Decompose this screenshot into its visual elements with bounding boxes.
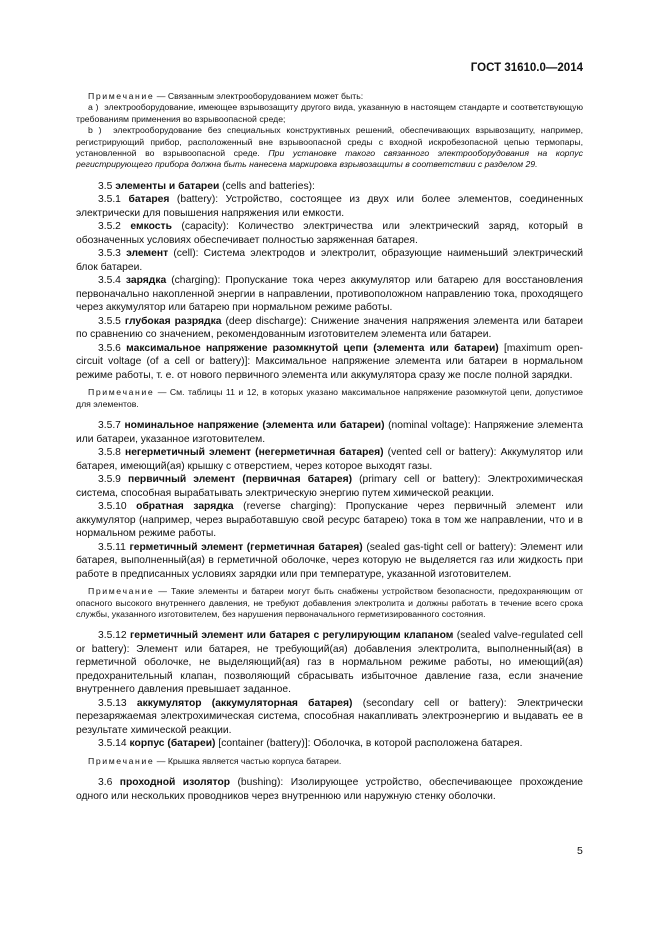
note-label: Примечание	[88, 91, 155, 101]
note-label: Примечание	[88, 586, 155, 597]
section-number: 3.5.11	[98, 541, 126, 553]
section-3-5-2	[76, 220, 583, 247]
note-text: См. таблицы 11 и 12, в которых указано максимальное напряжение разомкнутой цепи, допустимое для элементов.	[76, 387, 584, 409]
note-sealed-cells: Примечание — Такие элементы и батареи могут быть снабжены устройством безопасности, предохраняющим от опасного высокого внутреннего давления, не требуют добавления электролита и должны работать в течение всего срока службы, указанного изготовителем, без нарушения первоначального герметизированного состояния.	[76, 586, 583, 619]
item-italic-text: При установке такого связанного электрооборудования на корпус регистрирующего прибора должна быть нанесена маркировка взрывозащиты в соответствии с разделом 29.	[76, 148, 583, 170]
section-text: (primary cell or battery): Электрохимическая система, способная вырабатывать электрическую энергию путем химической реакции.	[76, 474, 583, 499]
page-number: 5	[577, 845, 583, 857]
section-term: номинальное напряжение (элемента или батареи)	[124, 420, 385, 432]
section-3-5-14	[76, 737, 583, 751]
section-3-5-13	[76, 697, 583, 738]
section-term: зарядка	[125, 275, 167, 287]
section-number: 3.5.10	[98, 501, 127, 513]
section-text: (charging): Пропускание тока через аккумулятор или батарею для восстановления первоначально накопленной энергии в направлении, противоположном направлению тока, проходящего через аккумулятор или батарею при нормальном режиме работы.	[76, 275, 583, 314]
note-label: Примечание	[88, 387, 155, 398]
section-3-5-9	[76, 473, 583, 500]
section-text: (cells and batteries):	[222, 180, 315, 192]
note-item-b	[76, 125, 583, 171]
item-text: электрооборудование без специальных конструктивных решений, обеспечивающих взрывозащиту, например, регистрирующий прибор, расположенный вне взрывоопасной среды с входной искробезопасной цепью термопары, установленной во взрывоопасной среде.	[76, 125, 583, 159]
section-number: 3.5.12	[98, 630, 127, 642]
section-3-5-7	[76, 419, 583, 446]
section-number: 3.5.14	[98, 738, 127, 750]
section-text: (sealed valve-regulated cell or battery): Элемент или батарея, не требующий(ая) добавления электролита, выполненный(ая) в герметичной оболочке, не выделяющий(ая) газ в нормальном режиме работы, но имеющий(ая) предохранительный клапан, позволяющий сбрасывать избыточное давление газа, если значение внутреннего давления превышает заданное.	[76, 630, 583, 696]
note-item-a	[76, 102, 583, 125]
item-text: электрооборудование, имеющее взрывозащиту другого вида, указанную в настоящем стандарте и соответствующую требованиям применения во взрывоопасной среде;	[76, 102, 584, 124]
section-term: аккумулятор (аккумуляторная батарея)	[136, 697, 353, 709]
section-number: 3.5.4	[98, 275, 121, 287]
section-3-5-8	[76, 446, 583, 473]
standard-header: ГОСТ 31610.0—2014	[470, 62, 583, 74]
section-3-5-6	[76, 342, 583, 383]
section-text: (nominal voltage): Напряжение элемента или батареи, указанное изготовителем.	[76, 420, 583, 445]
section-term: первичный элемент (первичная батарея)	[127, 474, 353, 486]
section-term: герметичный элемент (герметичная батарея)	[129, 541, 363, 553]
document-body	[76, 91, 583, 803]
section-text: (bushing): Изолирующее устройство, обеспечивающее прохождение одного или нескольких проводников через внутреннюю или наружную стенку оболочки.	[76, 777, 583, 802]
section-text: (reverse charging): Пропускание через первичный элемент или аккумулятор (например, через выработавшую свой ресурс батарею) тока в том же направлении, что и в нормальном режиме работы.	[76, 501, 583, 540]
section-term: емкость	[130, 221, 172, 233]
note-text: Крышка является частью корпуса батареи.	[167, 755, 342, 766]
section-3-5-12	[76, 629, 583, 697]
section-term: обратная зарядка	[136, 501, 234, 513]
section-text: (battery): Устройство, состоящее из двух или более элементов, соединенных электрически для повышения напряжения или емкости.	[76, 194, 583, 219]
section-term: негерметичный элемент (негерметичная батарея)	[124, 447, 384, 459]
section-3-5-3	[76, 247, 583, 274]
section-text: [container (battery)]: Оболочка, в которой расположена батарея.	[218, 738, 523, 750]
section-text: (capacity): Количество электричества или электрический заряд, который в обозначенных условиях обеспечивает полностью заряженная батарея.	[76, 221, 583, 246]
section-number: 3.5.5	[98, 315, 121, 327]
note-container-lid: Примечание — Крышка является частью корпуса батареи.	[88, 755, 342, 766]
section-number: 3.5.7	[98, 420, 121, 432]
section-term: максимальное напряжение разомкнутой цепи (элемента или батареи)	[126, 342, 499, 354]
item-marker: b )	[88, 125, 102, 136]
section-term: элементы и батареи	[115, 180, 220, 192]
section-term: батарея	[128, 194, 170, 206]
section-term: глубокая разрядка	[124, 315, 222, 327]
section-number: 3.5.6	[98, 342, 121, 354]
item-marker: а )	[88, 102, 99, 113]
section-number: 3.5.8	[98, 447, 121, 459]
section-text: (cell): Система электродов и электролит, образующие наименьший электрический блок батареи.	[76, 248, 583, 273]
section-text: (deep discharge): Снижение значения напряжения элемента или батареи по сравнению со значением, рекомендованным изготовителем элемента или батареи.	[76, 315, 583, 341]
section-3-5-11	[76, 541, 583, 582]
section-text: (secondary cell or battery): Электрически перезаряжаемая электрохимическая система, способная накапливать электроэнергию и выдавать ее в результате химической реакции.	[76, 697, 583, 736]
section-number: 3.5.1	[98, 194, 121, 206]
section-text: [maximum open-circuit voltage (of a cell or battery)]: Максимальное напряжение элемента или батареи в нормальном режиме работы, т. е. от нового первичного элемента или аккумулятора сразу же после полной зарядки.	[76, 342, 583, 381]
section-3-6	[76, 776, 583, 803]
section-number: 3.5.13	[98, 697, 127, 709]
section-text: (vented cell or battery): Аккумулятор или батарея, имеющий(ая) крышку с отверстием, через которое выходят газы.	[76, 447, 583, 472]
section-term: герметичный элемент или батарея с регулирующим клапаном	[129, 630, 454, 642]
section-number: 3.6	[98, 777, 113, 789]
note-associated-equipment: Примечание — Связанным электрооборудованием может быть:	[88, 91, 364, 101]
section-term: корпус (батареи)	[129, 738, 216, 750]
section-3-5-4	[76, 274, 583, 315]
section-3-5	[76, 180, 583, 194]
section-3-5-10	[76, 500, 583, 541]
note-label: Примечание	[88, 755, 155, 766]
section-term: элемент	[126, 248, 169, 260]
section-number: 3.5.3	[98, 248, 121, 260]
section-number: 3.5	[98, 180, 113, 192]
section-term: проходной изолятор	[119, 777, 231, 789]
section-3-5-1	[76, 193, 583, 220]
note-intro: Связанным электрооборудованием может быть:	[167, 91, 364, 101]
section-number: 3.5.9	[98, 474, 121, 486]
section-text: (sealed gas-tight cell or battery): Элемент или батарея, выполненный(ая) в герметичной оболочке, через которую не выделяется газ или жидкость при работе в предписанных условиях зарядки или при температуре, указанной изготовителем.	[76, 541, 583, 580]
section-3-5-5	[76, 315, 583, 342]
note-open-circuit-voltage: Примечание — См. таблицы 11 и 12, в которых указано максимальное напряжение разомкнутой цепи, допустимое для элементов.	[76, 387, 584, 409]
note-text: Такие элементы и батареи могут быть снабжены устройством безопасности, предохраняющим от опасного высокого внутреннего давления, не требуют добавления электролита и должны работать в течение всего срока службы, указанного изготовителем, без нарушения первоначального герметизированного состояния.	[76, 586, 583, 619]
section-number: 3.5.2	[98, 221, 121, 233]
